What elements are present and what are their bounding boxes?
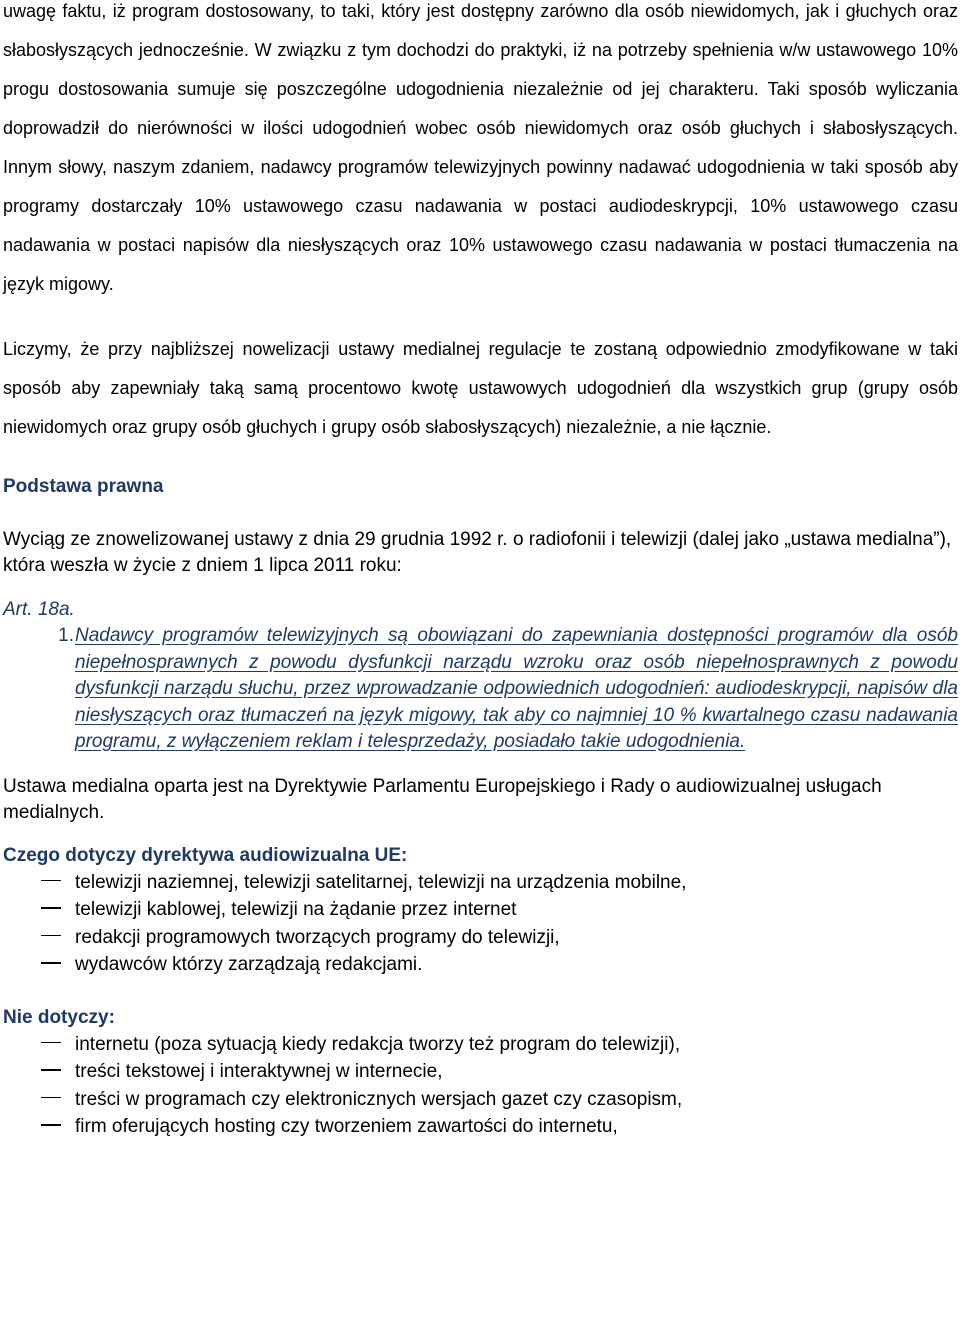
ustawa-paragraph: Ustawa medialna oparta jest na Dyrektywie Parlamentu Europejskiego i Rady o audiowizualnej usługach medialnych. xyxy=(3,775,882,823)
legal-intro-paragraph: Wyciąg ze znowelizowanej ustawy z dnia 29 grudnia 1992 r. o radiofonii i telewizji (dalej jako „ustawa medialna”), która weszła w życie z dniem 1 lipca 2011 roku: xyxy=(3,529,952,576)
section-heading-nie-dotyczy: Nie dotyczy: xyxy=(3,1006,115,1028)
dash-bullet-icon xyxy=(3,1058,75,1086)
article-clause-number: 1. xyxy=(58,625,74,646)
list-item-text: redakcji programowych tworzących programy do telewizji, xyxy=(75,926,560,948)
article-clause-text-content: Nadawcy programów telewizyjnych są obowiązani do zapewniania dostępności programów dla osób niepełnosprawnych z powodu dysfunkcji narządu wzroku oraz osób niepełnosprawnych z powodu dysfunkcji narządu słuchu, przez wprowadzanie odpowiednich udogodnień: audiodeskrypcji, napisów dla niesłyszących oraz tłumaczeń na język migowy, tak aby co najmniej 10 % kwartalnego czasu nadawania programu, z wyłączeniem reklam i telesprzedaży, posiadało takie udogodnienia. xyxy=(75,625,958,752)
list-item xyxy=(3,951,958,979)
list-item xyxy=(3,924,958,952)
dash-bullet-icon xyxy=(3,896,75,924)
section-heading-podstawa-prawna: Podstawa prawna xyxy=(3,476,164,497)
list-item xyxy=(3,1058,958,1086)
list-item-text: telewizji kablowej, telewizji na żądanie przez internet xyxy=(75,899,517,920)
list-item-text: treści tekstowej i interaktywnej w internecie, xyxy=(75,1061,443,1082)
dash-bullet-icon xyxy=(3,951,75,979)
list-item xyxy=(3,1031,958,1059)
dash-bullet-icon xyxy=(3,924,75,952)
list-item xyxy=(3,896,958,924)
list-item-text: internetu (poza sytuacją kiedy redakcja tworzy też program do telewizji), xyxy=(75,1033,681,1055)
list-item-text: wydawców którzy zarządzają redakcjami. xyxy=(75,954,423,975)
dash-bullet-icon xyxy=(3,1086,75,1114)
list-item xyxy=(3,1113,958,1141)
dash-bullet-icon xyxy=(3,1031,75,1059)
section-heading-czego-dotyczy: Czego dotyczy dyrektywa audiowizualna UE: xyxy=(3,844,408,866)
article-clause-text xyxy=(75,623,958,756)
list-item-text: telewizji naziemnej, telewizji satelitarnej, telewizji na urządzenia mobilne, xyxy=(75,871,687,893)
body-paragraph-2: Liczymy, że przy najbliższej nowelizacji ustawy medialnej regulacje te zostaną odpowiednio zmodyfikowane w taki sposób aby zapewniały taką samą procentowo kwotę ustawowych udogodnień dla wszystkich grup (grupy osób niewidomych oraz grupy osób głuchych i grupy osób słabosłyszących) niezależnie, a nie łącznie. xyxy=(3,339,958,437)
list-item xyxy=(3,1086,958,1114)
list-item-text: treści w programach czy elektronicznych wersjach gazet czy czasopism, xyxy=(75,1088,683,1110)
nie-dotyczy-list xyxy=(3,1031,958,1141)
dash-bullet-icon xyxy=(3,869,75,897)
list-item-text: firm oferujących hosting czy tworzeniem zawartości do internetu, xyxy=(75,1116,618,1137)
article-label: Art. 18a. xyxy=(3,599,75,620)
article-clause xyxy=(3,623,958,756)
body-paragraph-1: uwagę faktu, iż program dostosowany, to taki, który jest dostępny zarówno dla osób niewidomych, jak i głuchych oraz słabosłyszących jednocześnie. W związku z tym dochodzi do praktyki, iż na potrzeby spełnienia w/w ustawowego 10% progu dostosowania sumuje się poszczególne udogodnienia niezależnie od jej charakteru. Taki sposób wyliczania doprowadził do nierówności w ilości udogodnień wobec osób niewidomych oraz osób głuchych i słabosłyszących. Innym słowy, naszym zdaniem, nadawcy programów telewizyjnych powinny nadawać udogodnienia w taki sposób aby programy dostarczały 10% ustawowego czasu nadawania w postaci audiodeskrypcji, 10% ustawowego czasu nadawania w postaci napisów dla niesłyszących oraz 10% ustawowego czasu nadawania w postaci tłumaczenia na język migowy. xyxy=(3,1,958,294)
czego-dotyczy-list xyxy=(3,869,958,979)
list-item xyxy=(3,869,958,897)
dash-bullet-icon xyxy=(3,1113,75,1141)
